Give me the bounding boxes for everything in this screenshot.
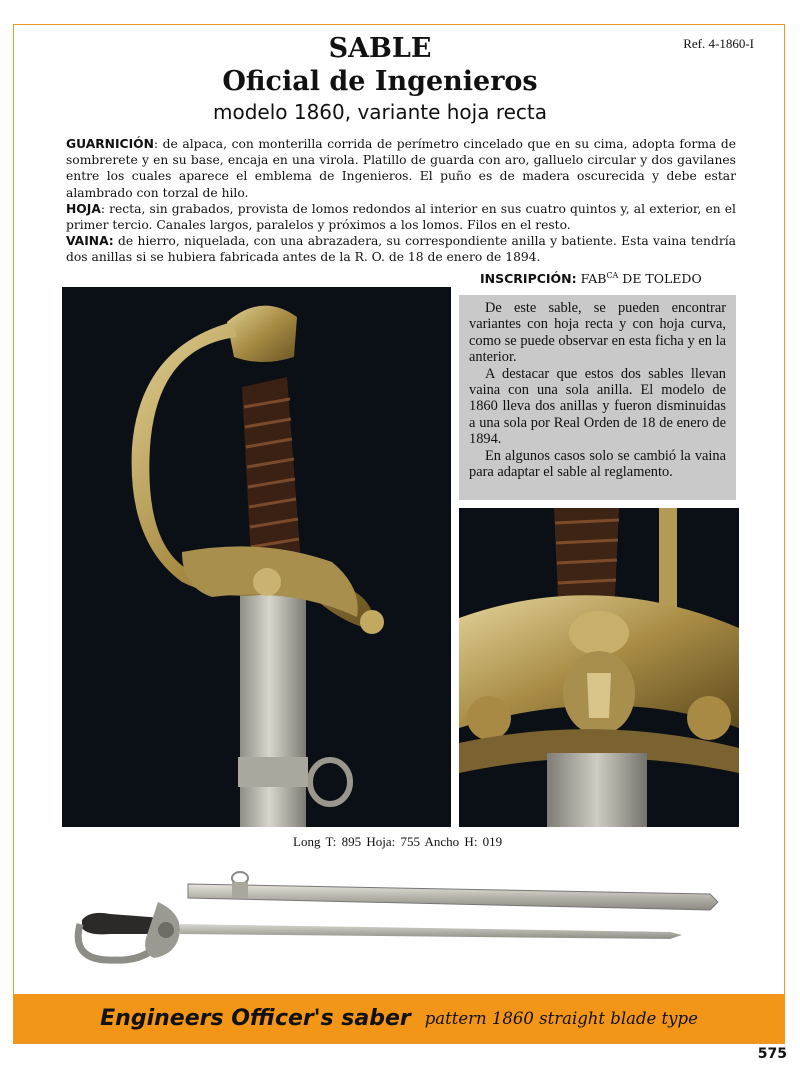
guarnicion-label: GUARNICIÓN [66, 137, 154, 151]
guarnicion-paragraph [66, 136, 736, 201]
full-sword-illustration [70, 862, 730, 974]
english-title-banner [13, 994, 785, 1043]
guard-detail-illustration [459, 508, 739, 827]
hilt-photo [62, 287, 451, 827]
inscription-text-after: DE TOLEDO [618, 271, 702, 287]
inscription-superscript: CA [606, 271, 619, 280]
vaina-paragraph [66, 233, 736, 265]
hilt-illustration [62, 287, 451, 827]
note-box [459, 295, 736, 500]
description-block [66, 136, 736, 266]
hoja-label: HOJA [66, 201, 101, 216]
banner-title: Engineers Officer's saber [100, 1006, 411, 1031]
page-title: SABLE [328, 33, 432, 64]
vaina-text: de hierro, niquelada, con una abrazadera, su correspondiente anilla y batiente. Esta vaina tendría dos anillas si se hubiera fabricada antes de la R. O. de 18 de enero de 1894. [66, 234, 736, 265]
model-line: modelo 1860, variante hoja recta [212, 100, 548, 124]
vaina-label: VAINA: [66, 234, 114, 249]
hoja-paragraph [66, 201, 736, 233]
banner-subtitle: pattern 1860 straight blade type [424, 1009, 698, 1028]
note-paragraph-2: A destacar que estos dos sables llevan vaina con una sola anilla. El modelo de 1860 lleva dos anillas y fueron disminuidas a una sola por Real Orden de 18 de enero de 1894. [469, 365, 726, 448]
guard-detail-photo [459, 508, 739, 827]
guarnicion-text: : de alpaca, con monterilla corrida de perímetro cincelado que en su cima, adopta forma de sombrerete y en su base, encaja en una virola. Platillo de guarda con aro, galluelo circular y dos gavilanes entre los cuales aparece el emblema de Ingenieros. El puño es de madera oscurecida y debe estar alambrado con torzal de hilo. [66, 137, 736, 200]
inscription [480, 271, 702, 286]
reference-code: Ref. 4-1860-I [683, 36, 754, 51]
inscription-text-before: FAB [576, 271, 607, 287]
page-subtitle: Oficial de Ingenieros [222, 66, 538, 97]
page-number: 575 [757, 1046, 787, 1062]
hoja-text: : recta, sin grabados, provista de lomos redondos al interior en sus cuatro quintos y, al exterior, en el primer tercio. Canales largos, paralelos y próximos a los lomos. Filos en el resto. [66, 201, 736, 233]
dimensions: Long T: 895 Hoja: 755 Ancho H: 019 [293, 834, 503, 849]
inscription-label: INSCRIPCIÓN: [480, 271, 577, 287]
note-paragraph-1: De este sable, se pueden encontrar variantes con hoja recta y con hoja curva, como se puede observar en esta ficha y en la anterior. [469, 300, 726, 366]
note-paragraph-3: En algunos casos solo se cambió la vaina para adaptar el sable al reglamento. [469, 447, 726, 481]
